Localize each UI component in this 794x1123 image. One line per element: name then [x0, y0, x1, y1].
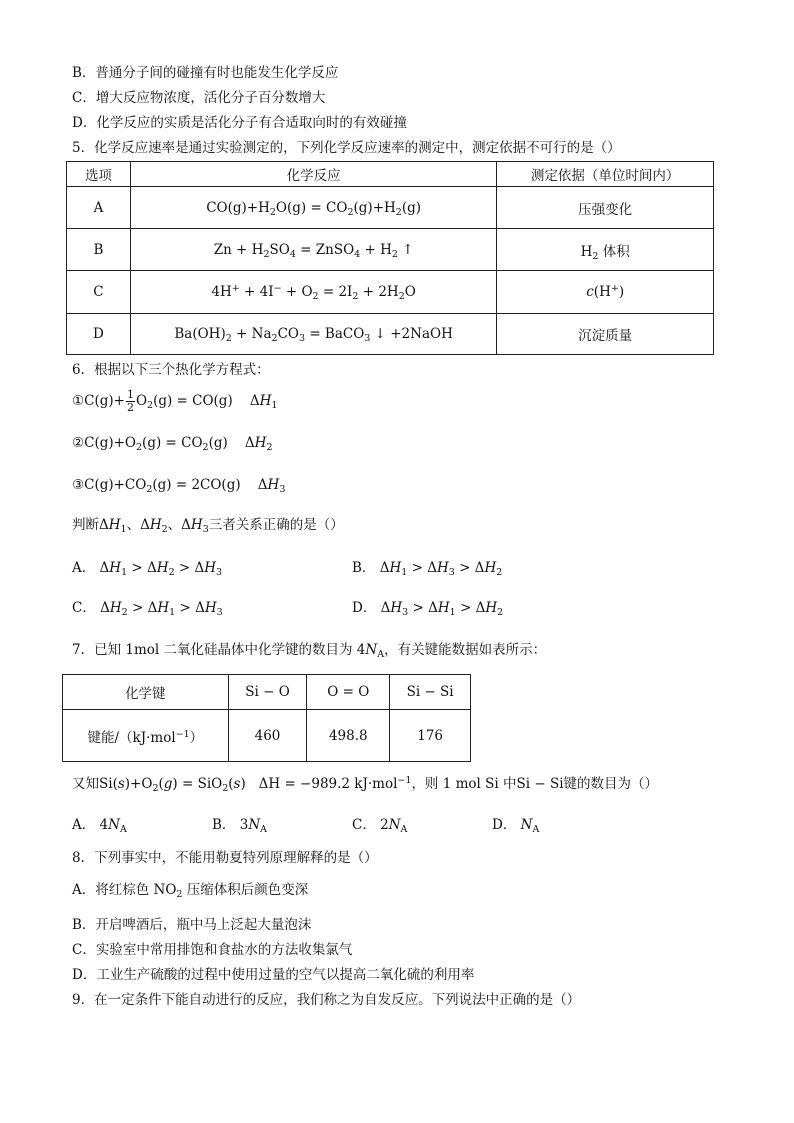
q5-row-c-basis: c(H+)	[497, 271, 714, 314]
q7-stem: 7．已知 1mol 二氧化硅晶体中化学键的数目为 $4N_A$，有关键能数据如表所示：	[72, 642, 547, 660]
q7-option-d: D． $N_A$	[492, 817, 540, 835]
q7-given-prefix: 又知	[72, 776, 99, 792]
q6-stem: 6．根据以下三个热化学方程式：	[72, 362, 270, 378]
q7-header-o-o: O = O	[307, 675, 390, 710]
q6-equation-2: $②C(g)+O_2(g) = CO_2(g)$ $\Delta H_2$	[72, 435, 273, 453]
q6-option-b-label: B．	[352, 560, 376, 576]
q4-option-c: C．增大反应物浓度，活化分子百分数增大	[72, 90, 326, 106]
q7-stem-prefix: 7．已知 1mol 二氧化硅晶体中化学键的数目为	[72, 642, 353, 658]
q8-option-b: B．开启啤酒后，瓶中马上泛起大量泡沫	[72, 917, 312, 933]
q5-row-a-basis: 压强变化	[497, 187, 714, 229]
q7-header-si-si: Si − Si	[390, 675, 471, 710]
q8-option-c: C．实验室中常用排饱和食盐水的方法收集氯气	[72, 942, 353, 958]
q7-given-suffix: 键的数目为（）	[563, 776, 659, 792]
q7-row-label: 键能/（kJ·mol$^{-1}$）	[63, 710, 229, 762]
q5-table	[66, 161, 714, 355]
q5-row-d-basis: 沉淀质量	[497, 314, 714, 355]
q5-row-c-option: C	[67, 271, 131, 314]
q7-dh-value: ΔH = −989.2 kJ·mol	[258, 776, 398, 792]
q7-given-mid: ，则 1 mol Si 中	[411, 776, 517, 792]
q5-header-reaction: 化学反应	[130, 162, 496, 187]
q4-option-b: B．普通分子间的碰撞有时也能发生化学反应	[72, 65, 339, 81]
q5-row-b-basis: $H_2$ 体积	[497, 229, 714, 271]
q7-given: 又知$Si(s)+O_2(g) = SiO_2(s) \Delta H = -989.2$ kJ·mol$^{-1}$，则 1 mol Si 中Si − Si键的数目为（）	[72, 775, 659, 794]
q6-option-d-label: D．	[352, 600, 377, 616]
q7-option-d-label: D．	[492, 817, 517, 833]
q5-stem: 5．化学反应速率是通过实验测定的，下列化学反应速率的测定中，测定依据不可行的是（）	[72, 140, 621, 156]
q5-row-d-option: D	[67, 314, 131, 355]
q5-header-basis: 测定依据（单位时间内）	[497, 162, 714, 187]
q7-option-b-label: B．	[212, 817, 236, 833]
q7-option-c: C． $2N_A$	[352, 817, 408, 835]
q8-option-d: D．工业生产硫酸的过程中使用过量的空气以提高二氧化硫的利用率	[72, 967, 475, 983]
q4-option-d: D．化学反应的实质是活化分子有合适取向时的有效碰撞	[72, 115, 407, 131]
q6-judge-prefix: 判断	[72, 517, 99, 533]
q6-option-c-label: C．	[72, 600, 96, 616]
q7-option-a-label: A．	[72, 817, 96, 833]
q6-option-d: D． $\Delta H_3 > \Delta H_1 > \Delta H_2$	[352, 600, 504, 618]
q5-row-b-option: B	[67, 229, 131, 271]
q8-stem: 8．下列事实中，不能用勒夏特列原理解释的是（）	[72, 850, 378, 866]
q7-option-a: A． $4N_A$	[72, 817, 127, 835]
q8-option-a-suffix: 压缩体积后颜色变深	[186, 882, 309, 898]
q6-option-a-label: A．	[72, 560, 96, 576]
q5-header-option: 选项	[67, 162, 131, 187]
q6-judge-suffix: 三者关系正确的是（）	[208, 517, 344, 533]
q5-row-c-reaction: $4H^+ + 4I^- + O_2 = 2I_2 + 2H_2O$	[130, 271, 496, 314]
q6-mark-1: ①	[72, 393, 85, 409]
q7-value-si-o: 460	[228, 710, 307, 762]
q7-stem-suffix: ，有关键能数据如表所示：	[384, 642, 547, 658]
q5-row-b-reaction: $Zn + H_2SO_4$ = ZnSO$_4$ + $H_2$ ↑	[130, 229, 496, 271]
q6-judge: 判断$\Delta H_1$、$\Delta H_2$、$\Delta H_3$三者关系正确的是（）	[72, 517, 344, 535]
q6-equation-3: $③C(g)+CO_2(g) = 2CO(g)$ $\Delta H_3$	[72, 477, 286, 495]
q6-mark-3: ③	[72, 477, 85, 493]
q8-option-a-text: A．将红棕色	[72, 882, 150, 898]
q5-row-d-reaction: $Ba(OH)_2 + Na_2CO_3$ = BaCO$_3$ ↓ +2NaOH	[130, 314, 496, 355]
q7-option-b: B． $3N_A$	[212, 817, 267, 835]
q9-stem: 9．在一定条件下能自动进行的反应，我们称之为自发反应。下列说法中正确的是（）	[72, 992, 581, 1008]
q6-mark-2: ②	[72, 435, 85, 451]
q7-header-si-o: Si − O	[228, 675, 307, 710]
q7-table	[62, 674, 471, 762]
q8-option-a: A．将红棕色 $NO_2$ 压缩体积后颜色变深	[72, 882, 309, 900]
q7-header-bond: 化学键	[63, 675, 229, 710]
q5-row-a-reaction: $CO(g)+H_2O(g) = CO_2(g)+H_2(g)$	[130, 187, 496, 229]
q7-option-c-label: C．	[352, 817, 376, 833]
q7-value-si-si: 176	[390, 710, 471, 762]
q7-value-o-o: 498.8	[307, 710, 390, 762]
q6-option-b: B． $\Delta H_1 > \Delta H_3 > \Delta H_2$	[352, 560, 503, 578]
q6-option-a: A． $\Delta H_1 > \Delta H_2 > \Delta H_3$	[72, 560, 223, 578]
q5-row-a-option: A	[67, 187, 131, 229]
q6-equation-1: ①C(g)+ $\frac{1}{2}$ $O_2(g) = CO(g)$ $\Delta H_1$	[72, 388, 278, 414]
q5-row-b-basis-text: 体积	[602, 243, 630, 260]
q7-row-label-text: 键能/（kJ·mol	[87, 729, 176, 746]
q6-option-c: C． $\Delta H_2 > \Delta H_1 > \Delta H_3$	[72, 600, 223, 618]
